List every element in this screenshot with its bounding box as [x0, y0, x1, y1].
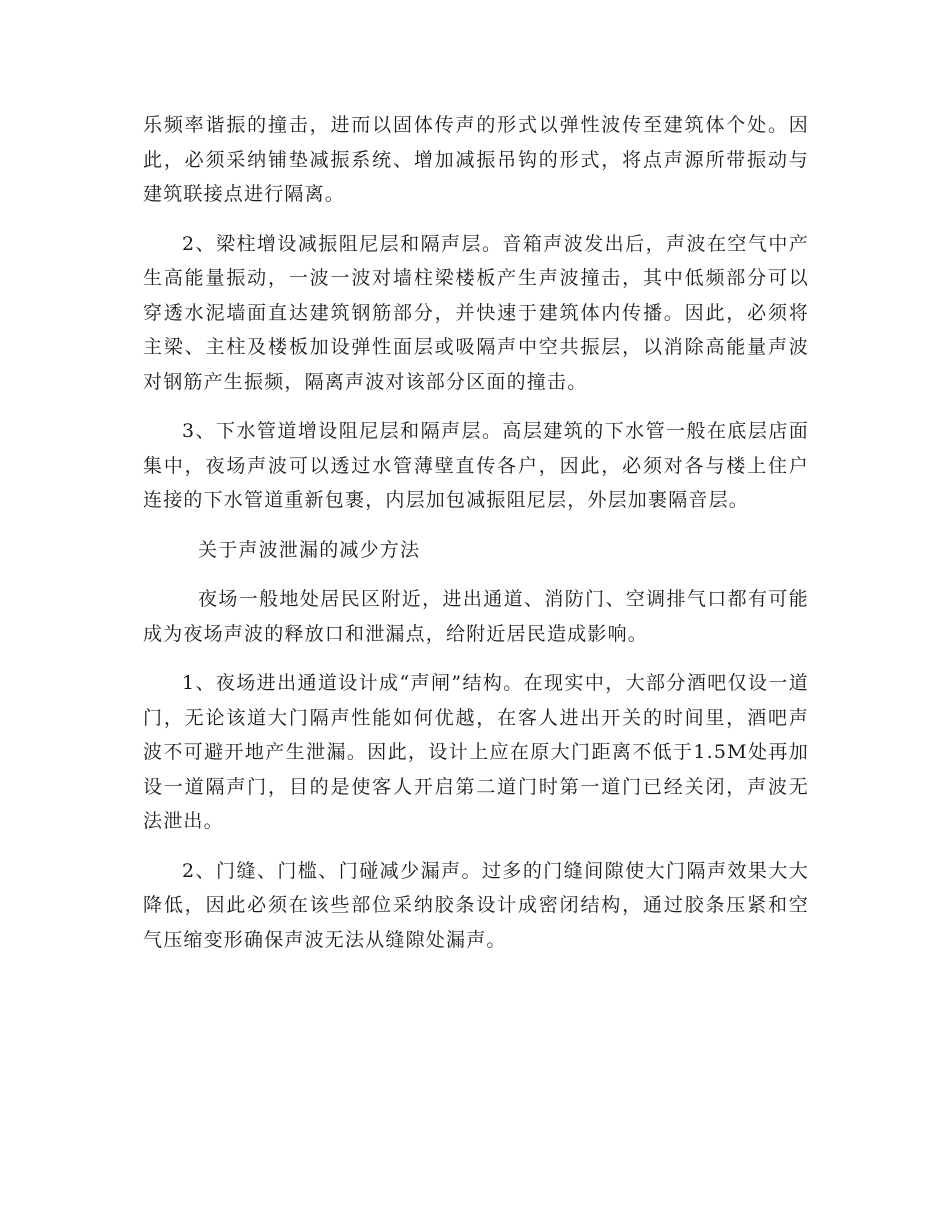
document-body: [143, 108, 809, 972]
paragraph-sound-lock-passage: 1、夜场进出通道设计成“声闸”结构。在现实中，大部分酒吧仅设一道门，无论该道大门隔声性能如何优越，在客人进出开关的时间里，酒吧声波不可避开地产生泄漏。因此，设计上应在原大门距离不低于1.5M处再加设一道隔声门，目的是使客人开启第二道门时第一道门已经关闭，声波无法泄出。: [143, 672, 809, 832]
paragraph-beam-column-damping: 2、梁柱增设减振阻尼层和隔声层。音箱声波发出后，声波在空气中产生高能量振动，一波一波对墙柱梁楼板产生声波撞击，其中低频部分可以穿透水泥墙面直达建筑钢筋部分，并快速于建筑体内传播。因此，必须将主梁、主柱及楼板加设弹性面层或吸隔声中空共振层，以消除高能量声波对钢筋产生振频，隔离声波对该部分区面的撞击。: [143, 232, 809, 393]
paragraph-leak-intro: 夜场一般地处居民区附近，进出通道、消防门、空调排气口都有可能成为夜场声波的释放口和泄漏点，给附近居民造成影响。: [143, 588, 809, 645]
paragraph-door-gap-sealing: 2、门缝、门槛、门碰减少漏声。过多的门缝间隙使大门隔声效果大大降低，因此必须在该些部位采纳胶条设计成密闭结构，通过胶条压紧和空气压缩变形确保声波无法从缝隙处漏声。: [143, 859, 809, 951]
section-heading-leak-reduction: 关于声波泄漏的减少方法: [198, 538, 421, 561]
paragraph-continuation: 乐频率谐振的撞击，进而以固体传声的形式以弹性波传至建筑体个处。因此，必须采纳铺垫减振系统、增加减振吊钩的形式，将点声源所带振动与建筑联接点进行隔离。: [143, 114, 809, 205]
paragraph-drain-pipe-damping: 3、下水管道增设阻尼层和隔声层。高层建筑的下水管一般在底层店面集中，夜场声波可以透过水管薄壁直传各户，因此，必须对各与楼上住户连接的下水管道重新包裹，内层加包减振阻尼层，外层加裹隔音层。: [143, 420, 809, 511]
